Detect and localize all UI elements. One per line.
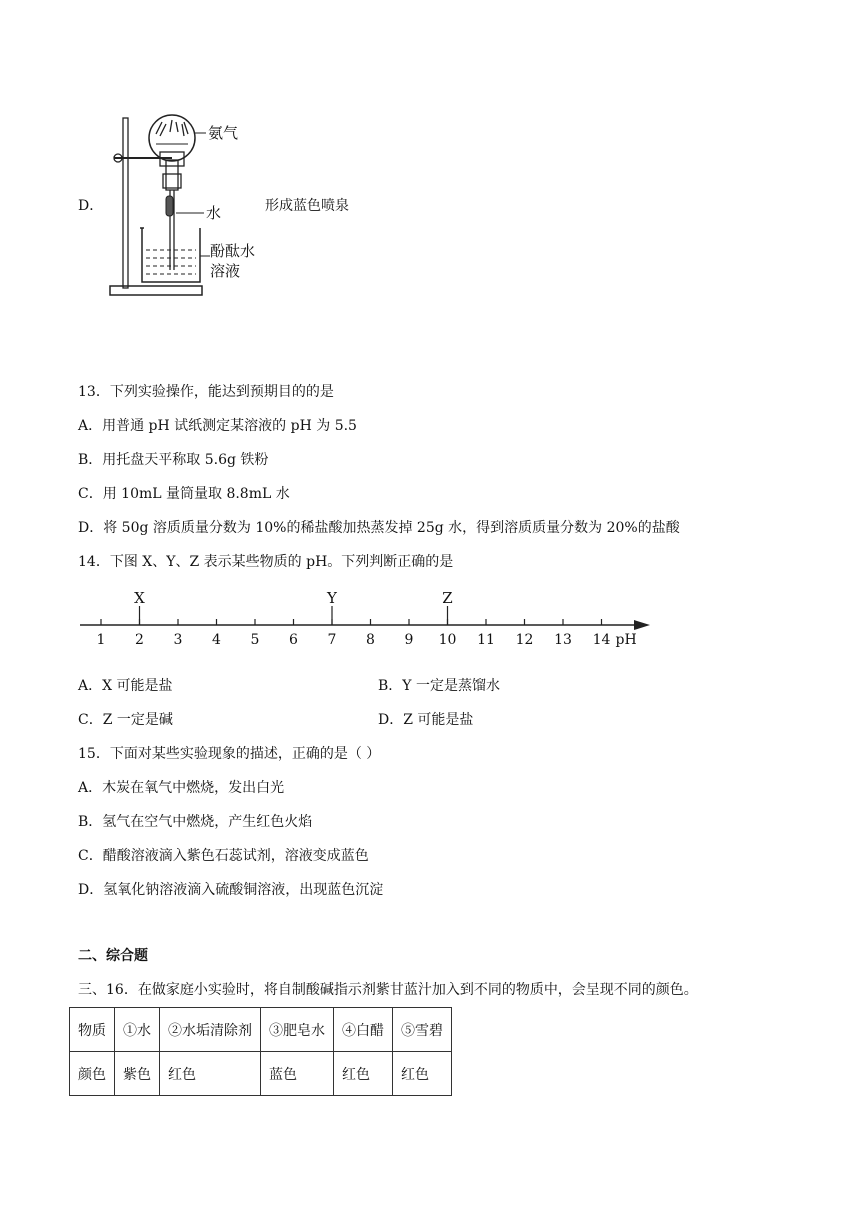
q14-option-b: B．Y 一定是蒸馏水 [378, 678, 500, 694]
table-row [70, 1052, 452, 1096]
q14-option-a: A．X 可能是盐 [78, 678, 173, 694]
q13-option-a: A．用普通 pH 试纸测定某溶液的 pH 为 5.5 [78, 418, 357, 434]
table-cell: 物质 [70, 1008, 115, 1052]
ph-marker-label: X [134, 589, 145, 607]
q15-option-d: D．氢氧化钠溶液滴入硫酸铜溶液，出现蓝色沉淀 [78, 882, 384, 898]
table-cell: 红色 [393, 1052, 452, 1096]
gas-label: 氨气 [208, 125, 239, 142]
ph-tick-label: 11 [477, 632, 495, 648]
solution-label-line2: 溶液 [210, 263, 241, 280]
water-label: 水 [206, 205, 222, 222]
table-cell: 颜色 [70, 1052, 115, 1096]
ph-marker-label: Z [442, 589, 453, 607]
q14-option-d: D．Z 可能是盐 [378, 712, 474, 728]
q12-option-d-label: D． [78, 198, 104, 214]
ph-tick-label: 6 [289, 632, 298, 648]
q14-option-c: C．Z 一定是碱 [78, 712, 173, 728]
ph-tick-label: 4 [212, 632, 221, 648]
table-cell: ②水垢清除剂 [160, 1008, 261, 1052]
table-cell: ④白醋 [334, 1008, 393, 1052]
ph-tick-label: 2 [135, 632, 144, 648]
ph-scale [76, 586, 656, 652]
ph-unit-label: pH [615, 632, 637, 648]
ph-tick-label: 1 [96, 632, 106, 648]
q15-option-c: C．醋酸溶液滴入紫色石蕊试剂，溶液变成蓝色 [78, 848, 369, 864]
q15-option-a: A．木炭在氧气中燃烧，发出白光 [78, 780, 285, 796]
table-cell: 紫色 [115, 1052, 160, 1096]
solution-label-line1: 酚酞水 [210, 243, 256, 260]
ph-tick-label: 7 [327, 632, 337, 648]
table-cell: 红色 [334, 1052, 393, 1096]
table-row [70, 1008, 452, 1052]
ph-tick-label: 10 [438, 632, 457, 648]
ph-tick-label: 8 [366, 632, 375, 648]
q12-option-d-result: 形成蓝色喷泉 [265, 198, 349, 214]
table-cell: ①水 [115, 1008, 160, 1052]
ph-tick-label: 13 [554, 632, 572, 648]
q13-option-b: B．用托盘天平称取 5.6g 铁粉 [78, 452, 269, 468]
indicator-color-table [69, 1007, 452, 1096]
ph-tick-label: 5 [250, 632, 260, 648]
table-cell: ⑤雪碧 [393, 1008, 452, 1052]
fountain-apparatus-diagram [100, 110, 280, 300]
q15-option-b: B．氢气在空气中燃烧，产生红色火焰 [78, 814, 313, 830]
table-cell: 红色 [160, 1052, 261, 1096]
q13-stem: 13．下列实验操作，能达到预期目的的是 [78, 384, 334, 400]
q16-stem: 三、16．在做家庭小实验时，将自制酸碱指示剂紫甘蓝汁加入到不同的物质中，会呈现不同的颜色。 [78, 982, 698, 998]
table-cell: ③肥皂水 [261, 1008, 334, 1052]
table-cell: 蓝色 [261, 1052, 334, 1096]
section-title: 二、综合题 [78, 948, 148, 964]
q13-option-c: C．用 10mL 量筒量取 8.8mL 水 [78, 486, 290, 502]
ph-tick-label: 14 [592, 632, 611, 648]
q13-option-d: D．将 50g 溶质质量分数为 10%的稀盐酸加热蒸发掉 25g 水，得到溶质质量分数为 20%的盐酸 [78, 520, 680, 536]
q15-stem: 15．下面对某些实验现象的描述，正确的是（ ） [78, 746, 381, 762]
ph-tick-label: 3 [173, 632, 183, 648]
ph-tick-label: 9 [404, 632, 414, 648]
ph-marker-label: Y [327, 589, 337, 607]
q14-stem: 14．下图 X、Y、Z 表示某些物质的 pH。下列判断正确的是 [78, 554, 454, 570]
ph-tick-label: 12 [515, 632, 534, 648]
